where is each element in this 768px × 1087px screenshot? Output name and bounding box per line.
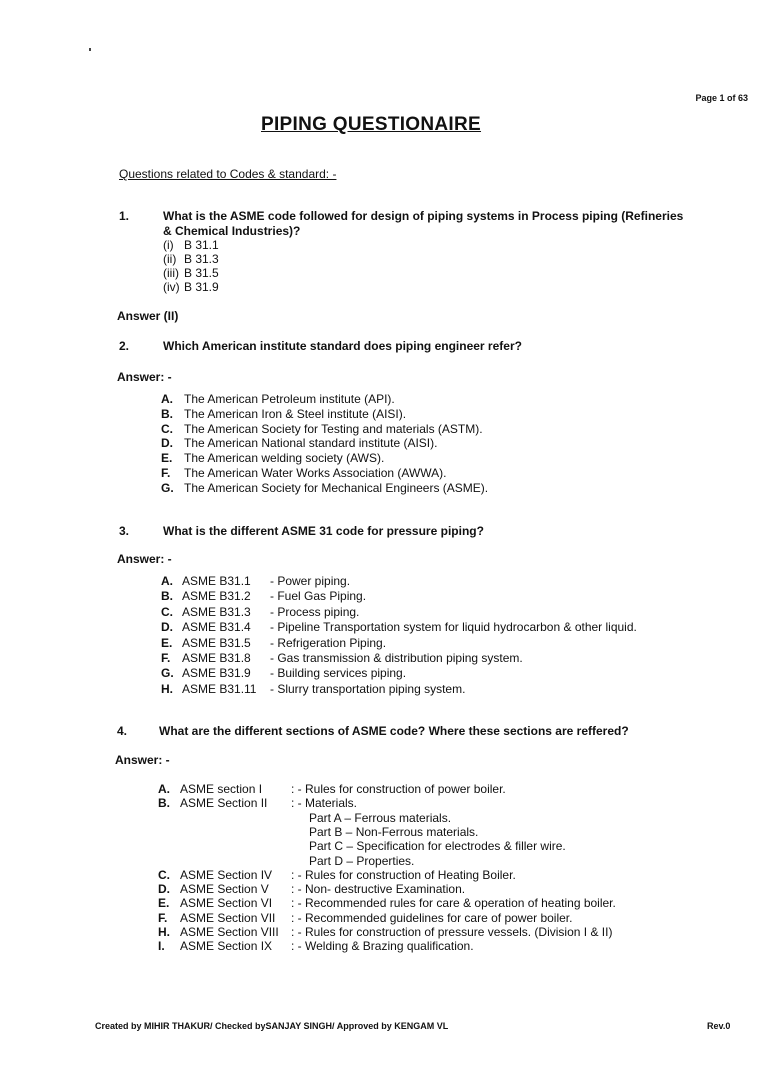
list-letter: E.: [161, 635, 173, 650]
list-letter: A.: [161, 574, 173, 588]
question-text: What are the different sections of ASME code? Where these sections are reffered?: [159, 724, 629, 738]
section-description: : - Materials.: [291, 796, 358, 811]
list-letter: E.: [158, 896, 170, 911]
code-name: ASME B31.1: [182, 574, 251, 588]
code-name: ASME B31.2: [182, 589, 251, 604]
list-letter: F.: [161, 466, 171, 480]
question-text: What is the ASME code followed for design of piping systems in Process piping (Refineries: [163, 209, 684, 223]
list-letter: G.: [161, 666, 174, 681]
section-description: : - Rules for construction of power boiler.: [291, 782, 506, 796]
section-description: : - Non- destructive Examination.: [291, 882, 466, 897]
list-letter: F.: [158, 910, 168, 925]
part-item: Part D – Properties.: [309, 853, 415, 868]
list-letter: D.: [158, 882, 170, 897]
code-description: - Process piping.: [270, 604, 360, 619]
question-number: 4.: [117, 724, 128, 738]
code-description: - Refrigeration Piping.: [270, 635, 387, 650]
part-item: Part A – Ferrous materials.: [309, 810, 452, 825]
list-letter: C.: [161, 604, 173, 619]
option-value: B 31.3: [184, 252, 219, 266]
section-name: ASME Section V: [180, 882, 269, 897]
option-value: B 31.5: [184, 266, 219, 280]
list-item-text: The American welding society (AWS).: [184, 451, 385, 466]
question-text: What is the different ASME 31 code for pressure piping?: [163, 524, 484, 538]
option-label: (i): [163, 238, 174, 252]
page-title: PIPING QUESTIONAIRE: [261, 114, 482, 135]
option-label: (iii): [163, 266, 179, 280]
code-name: ASME B31.3: [182, 604, 251, 619]
list-letter: B.: [161, 589, 173, 604]
code-description: - Building services piping.: [270, 666, 407, 681]
section-heading: Questions related to Codes & standard: -: [119, 167, 337, 181]
option-value: B 31.9: [184, 280, 219, 294]
section-description: : - Recommended rules for care & operation of heating boiler.: [291, 896, 616, 911]
question-number: 3.: [119, 524, 130, 538]
answer: Answer (II): [117, 309, 179, 323]
part-item: Part B – Non-Ferrous materials.: [309, 824, 479, 839]
section-name: ASME Section VII: [180, 910, 276, 925]
section-name: ASME Section IX: [180, 939, 273, 954]
section-name: ASME Section VI: [180, 896, 273, 911]
code-name: ASME B31.4: [182, 620, 251, 635]
code-name: ASME B31.9: [182, 666, 251, 681]
code-description: - Power piping.: [270, 574, 351, 588]
list-letter: D.: [161, 436, 173, 451]
section-name: ASME Section VIII: [180, 925, 279, 939]
list-item-text: The American National standard institute (AISI).: [184, 436, 438, 451]
list-item-text: The American Petroleum institute (API).: [184, 392, 395, 406]
footer-credits: Created by MIHIR THAKUR/ Checked bySANJAY SINGH/ Approved by KENGAM VL: [95, 1021, 449, 1031]
option-value: B 31.1: [184, 238, 219, 252]
code-description: - Pipeline Transportation system for liquid hydrocarbon & other liquid.: [270, 620, 637, 635]
answer-label: Answer: -: [117, 370, 172, 384]
list-letter: A.: [161, 392, 173, 406]
list-letter: B.: [158, 796, 170, 811]
code-name: ASME B31.8: [182, 651, 251, 665]
list-letter: G.: [161, 480, 174, 495]
code-description: - Gas transmission & distribution piping system.: [270, 651, 523, 665]
list-letter: E.: [161, 451, 173, 466]
question-number: 2.: [119, 339, 130, 353]
code-description: - Fuel Gas Piping.: [270, 589, 367, 604]
section-description: : - Recommended guidelines for care of power boiler.: [291, 910, 573, 925]
option-label: (iv): [163, 280, 180, 294]
code-name: ASME B31.5: [182, 635, 251, 650]
section-name: ASME Section IV: [180, 867, 273, 882]
section-description: : - Welding & Brazing qualification.: [291, 939, 474, 954]
list-letter: C.: [161, 421, 173, 436]
footer-revision: Rev.0: [707, 1021, 731, 1031]
part-item: Part C – Specification for electrodes & filler wire.: [309, 839, 566, 854]
code-name: ASME B31.11: [182, 681, 257, 696]
code-description: - Slurry transportation piping system.: [270, 681, 466, 696]
answer-label: Answer: -: [117, 552, 172, 566]
scan-speck: [89, 48, 91, 51]
list-letter: A.: [158, 782, 170, 796]
section-name: ASME section I: [180, 782, 263, 796]
option-label: (ii): [163, 252, 177, 266]
section-description: : - Rules for construction of pressure vessels. (Division I & II): [291, 925, 613, 939]
list-item-text: The American Society for Mechanical Engineers (ASME).: [184, 480, 489, 495]
list-letter: F.: [161, 651, 171, 665]
list-letter: H.: [161, 681, 173, 696]
section-name: ASME Section II: [180, 796, 268, 811]
list-letter: I.: [158, 939, 165, 954]
question-number: 1.: [119, 209, 130, 223]
list-letter: B.: [161, 406, 173, 421]
list-item-text: The American Water Works Association (AWWA).: [184, 466, 447, 480]
answer-label: Answer: -: [115, 753, 170, 767]
section-description: : - Rules for construction of Heating Boiler.: [291, 867, 516, 882]
question-text: Which American institute standard does piping engineer refer?: [163, 339, 522, 353]
list-letter: H.: [158, 925, 170, 939]
question-text: & Chemical Industries)?: [163, 224, 301, 238]
page-number: Page 1 of 63: [695, 93, 748, 103]
list-item-text: The American Society for Testing and materials (ASTM).: [184, 421, 483, 436]
list-letter: D.: [161, 620, 173, 635]
list-item-text: The American Iron & Steel institute (AISI).: [184, 406, 407, 421]
list-letter: C.: [158, 867, 170, 882]
